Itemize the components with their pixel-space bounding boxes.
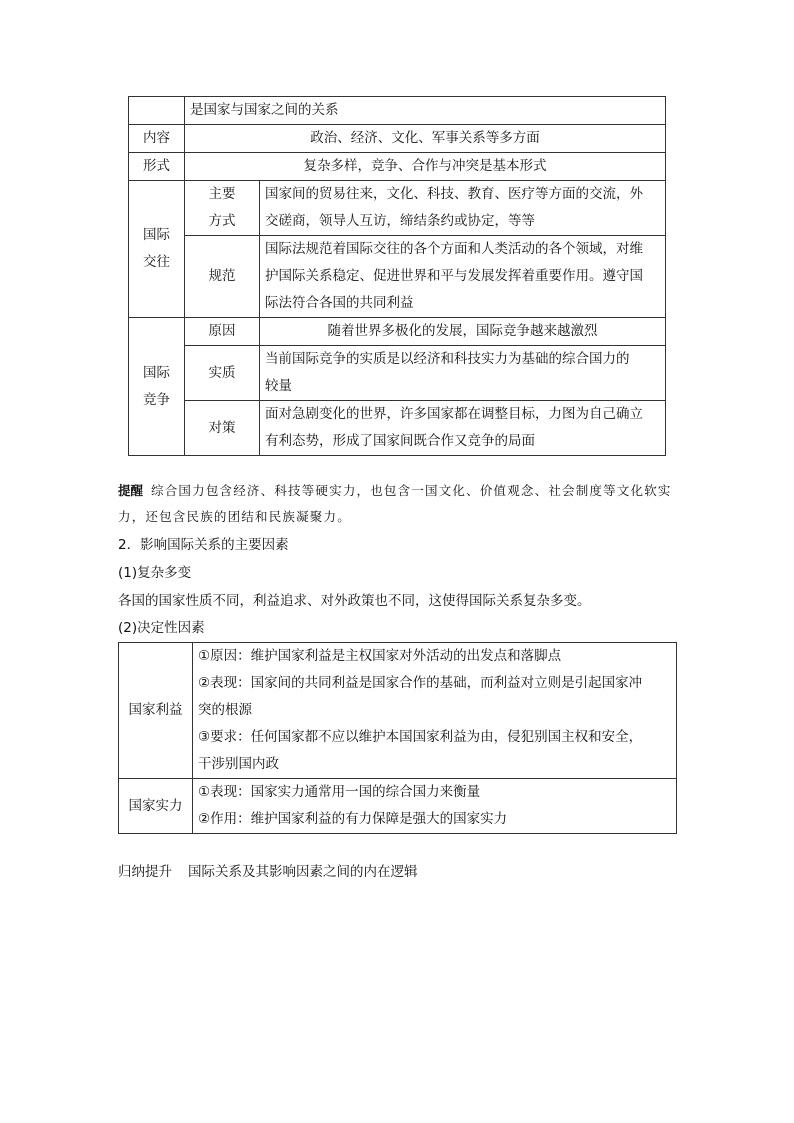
norm-value [260, 236, 666, 318]
section-heading: 2．影响国际关系的主要因素 [118, 537, 289, 553]
intl-competition-label-line1: 国际 [143, 364, 170, 381]
interest-line5: 干涉别国内政 [198, 756, 279, 772]
power-line1: ①表现：国家实力通常用一国的综合国力来衡量 [198, 784, 481, 800]
interest-line1: ①原因：维护国家利益是主权国家对外活动的出发点和落脚点 [198, 648, 562, 664]
interest-line3: 突的根源 [198, 702, 252, 718]
norm-value-line2: 护国际关系稳定、促进世界和平与发展发挥着重要作用。遵守国 [265, 268, 643, 284]
main-method-label-line2: 方式 [208, 213, 236, 229]
table-row [129, 125, 666, 153]
decisive-factors-table [118, 642, 677, 834]
main-method-value [260, 181, 666, 236]
table-row [129, 401, 666, 456]
power-line2: ②作用：维护国家利益的有力保障是强大的国家实力 [198, 811, 508, 827]
national-power-value [193, 779, 677, 834]
strategy-value-line1: 面对急剧变化的世界，许多国家都在调整目标，力图为自己确立 [265, 406, 643, 422]
reminder-tag: 提醒 [118, 483, 144, 498]
content-label: 内容 [129, 125, 185, 153]
table-row [129, 236, 666, 318]
form-label: 形式 [129, 153, 185, 181]
national-interest-label: 国家利益 [119, 643, 193, 779]
norm-value-line3: 际法符合各国的共同利益 [265, 295, 414, 311]
table-row [129, 318, 666, 346]
national-interest-value [193, 643, 677, 779]
reminder-text: 综合国力包含经济、科技等硬实力，也包含一国文化、价值观念、社会制度等文化软实力，还包含民族的团结和民族凝聚力。 [118, 483, 672, 524]
summary-tag: 归纳提升 [118, 864, 172, 880]
essence-value-line2: 较量 [265, 378, 292, 394]
table-row [129, 153, 666, 181]
strategy-value [260, 401, 666, 456]
reason-value: 随着世界多极化的发展，国际竞争越来越激烈 [260, 318, 666, 346]
national-power-label: 国家实力 [119, 779, 193, 834]
table-row [129, 181, 666, 236]
paragraph-complex: 各国的国家性质不同，利益追求、对外政策也不同，这使得国际关系复杂多变。 [118, 593, 591, 609]
form-value: 复杂多样，竞争、合作与冲突是基本形式 [185, 153, 666, 181]
interest-line2: ②表现：国家间的共同利益是国家合作的基础，而利益对立则是引起国家冲 [198, 675, 643, 691]
essence-label: 实质 [185, 346, 260, 401]
subheading-complex: (1)复杂多变 [118, 565, 192, 581]
summary-text: 国际关系及其影响因素之间的内在逻辑 [188, 864, 418, 880]
interest-line4: ③要求：任何国家都不应以维护本国国家利益为由，侵犯别国主权和安全， [198, 729, 643, 745]
essence-value [260, 346, 666, 401]
table-cell-empty [129, 97, 185, 125]
norm-value-line1: 国际法规范着国际交往的各个方面和人类活动的各个领域，对维 [265, 241, 643, 257]
table-row [119, 643, 677, 779]
subheading-decisive: (2)决定性因素 [118, 620, 205, 636]
main-method-value-line2: 交磋商，领导人互访，缔结条约或协定，等等 [265, 213, 535, 229]
intl-exchange-label-line1: 国际 [143, 227, 170, 243]
main-method-value-line1: 国家间的贸易往来，文化、科技、教育、医疗等方面的交流，外 [265, 186, 643, 202]
intl-competition-label-line2: 竞争 [143, 391, 170, 408]
reminder-note [118, 478, 674, 530]
intl-exchange-label [129, 181, 185, 318]
main-method-label [185, 181, 260, 236]
table-row [129, 97, 666, 125]
intl-exchange-label-line2: 交往 [143, 254, 170, 270]
definition-cell: 是国家与国家之间的关系 [185, 97, 666, 125]
intl-competition-label [129, 318, 185, 456]
norm-label: 规范 [185, 236, 260, 318]
strategy-label: 对策 [185, 401, 260, 456]
table-row [119, 779, 677, 834]
strategy-value-line2: 有利态势，形成了国家间既合作又竞争的局面 [265, 433, 535, 449]
essence-value-line1: 当前国际竞争的实质是以经济和科技实力为基础的综合国力的 [265, 351, 630, 367]
summary-line [118, 860, 418, 880]
international-relations-table [128, 96, 666, 456]
main-method-label-line1: 主要 [208, 186, 236, 202]
content-value: 政治、经济、文化、军事关系等多方面 [185, 125, 666, 153]
table-row [129, 346, 666, 401]
reason-label: 原因 [185, 318, 260, 346]
